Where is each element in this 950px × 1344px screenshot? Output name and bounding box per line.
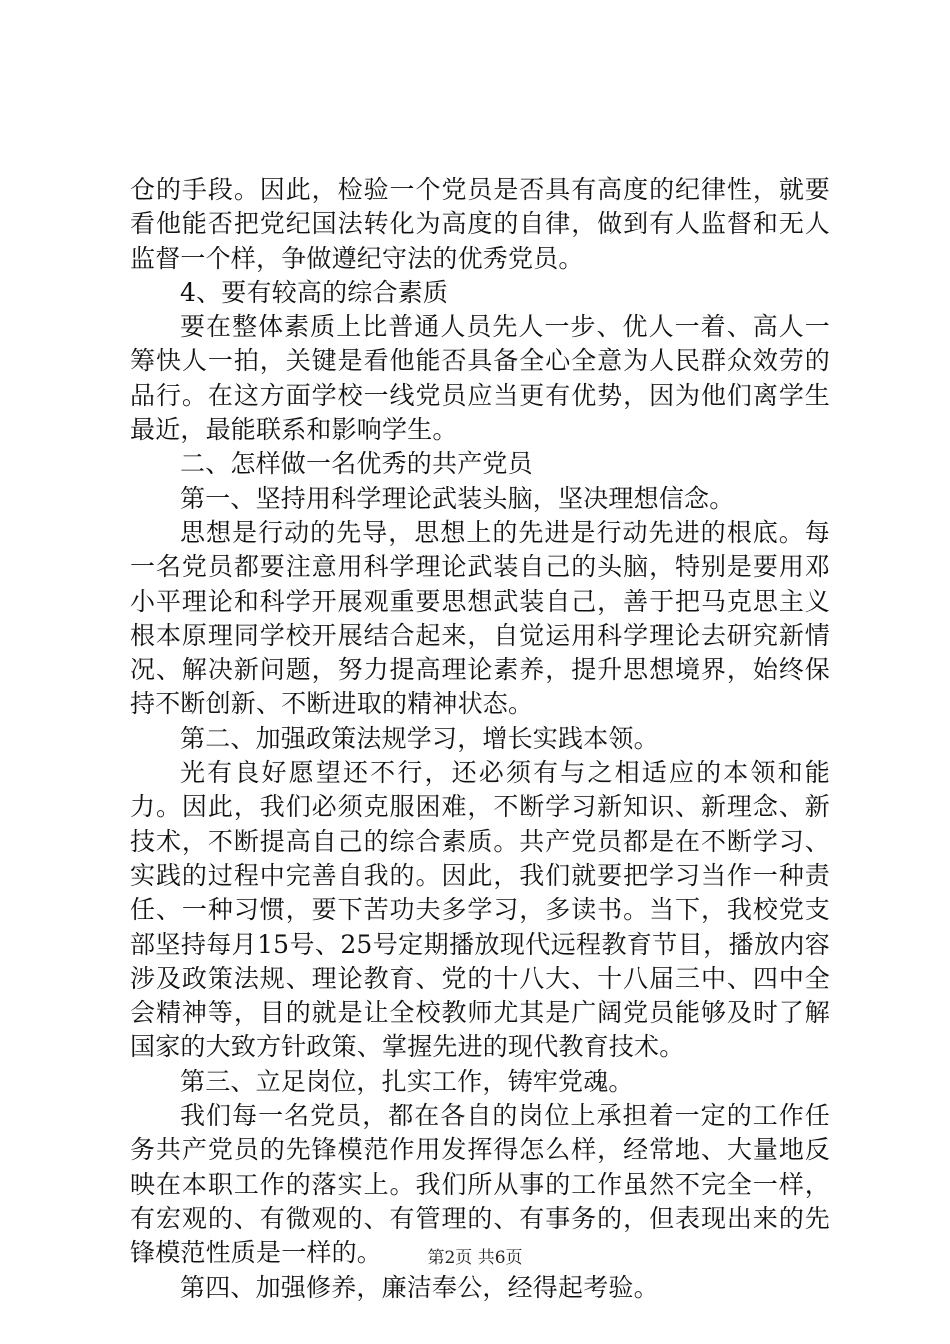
heading-point-four: 第四、加强修养，廉洁奉公，经得起考验。 (180, 1272, 659, 1302)
heading-point-three: 第三、立足岗位，扎实工作，铸牢党魂。 (180, 1066, 634, 1096)
paragraph-10: 我们每一名党员，都在各自的岗位上承担着一定的工作任务共产党员的先锋模范作用发挥得怎么样，经常地、大量地反映在本职工作的落实上。我们所从事的工作虽然不完全一样，有宏观的、有微观的、有管理的、有事务的，但表现出来的先锋模范性质是一样的。 (130, 1101, 830, 1268)
heading-section-two: 二、怎样做一名优秀的共产党员 (180, 449, 533, 479)
paragraph-1: 仓的手段。因此，检验一个党员是否具有高度的纪律性，就要看他能否把党纪国法转化为高度的自律，做到有人监督和无人监督一个样，争做遵纪守法的优秀党员。 (130, 175, 830, 273)
page-footer: 第2页 共6页 (427, 1248, 523, 1268)
paragraph-3: 要在整体素质上比普通人员先人一步、优人一着、高人一筹快人一拍，关键是看他能否具备全心全意为人民群众效劳的品行。在这方面学校一线党员应当更有优势，因为他们离学生最近，最能联系和影响学生。 (130, 312, 830, 445)
paragraph-6: 思想是行动的先导，思想上的先进是行动先进的根底。每一名党员都要注意用科学理论武装自己的头脑，特别是要用邓小平理论和科学开展观重要思想武装自己，善于把马克思主义根本原理同学校开展结合起来，自觉运用科学理论去研究新情况、解决新问题，努力提高理论素养，提升思想境界，始终保持不断创新、不断进取的精神状态。 (130, 517, 830, 719)
heading-point-one: 第一、坚持用科学理论武装头脑，坚决理想信念。 (180, 483, 735, 513)
heading-comprehensive-quality: 4、要有较高的综合素质 (180, 277, 449, 307)
document-body (130, 173, 830, 1305)
paragraph-8: 光有良好愿望还不行，还必须有与之相适应的本领和能力。因此，我们必须克服困难，不断学习新知识、新理念、新技术，不断提高自己的综合素质。共产党员都是在不断学习、实践的过程中完善自我的。因此，我们就要把学习当作一种责任、一种习惯，要下苦功夫多学习，多读书。当下，我校党支部坚持每月15号、25号定期播放现代远程教育节目，播放内容涉及政策法规、理论教育、党的十八大、十八届三中、四中全会精神等，目的就是让全校教师尤其是广阔党员能够及时了解国家的大致方针政策、掌握先进的现代教育技术。 (130, 758, 830, 1062)
heading-point-two: 第二、加强政策法规学习，增长实践本领。 (180, 723, 659, 753)
